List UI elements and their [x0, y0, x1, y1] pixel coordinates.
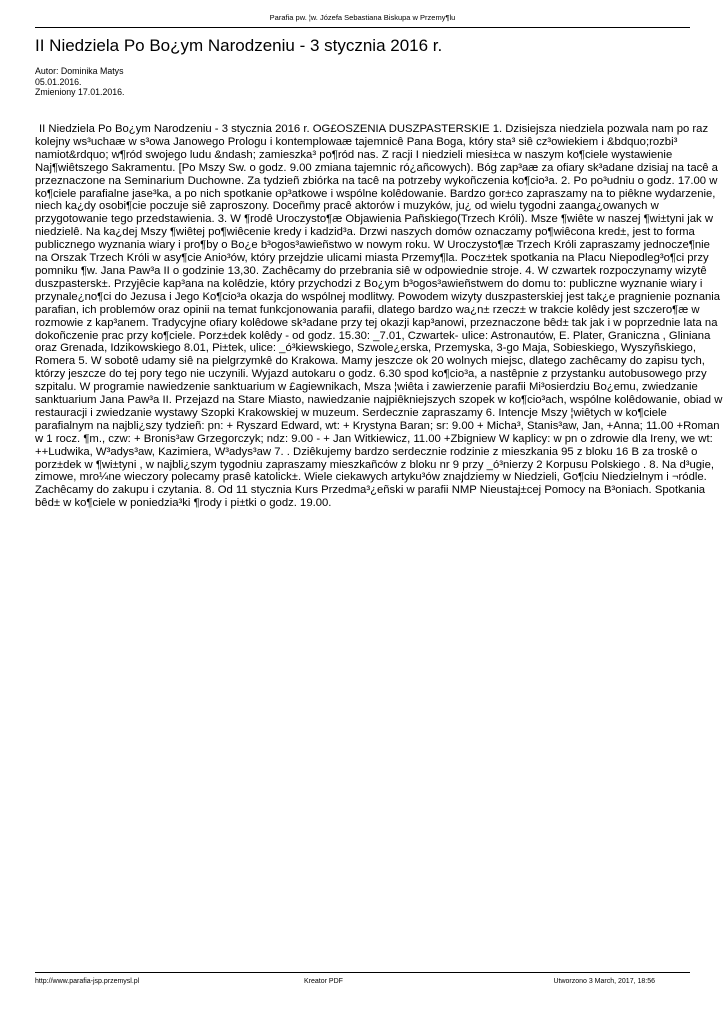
footer-generator: Kreator PDF — [304, 978, 343, 985]
site-title-header: Parafia pw. ¦w. Józefa Sebastiana Biskupa w Przemy¶lu — [269, 13, 456, 22]
header-divider — [35, 27, 690, 28]
article-author: Autor: Dominika Matys — [35, 66, 124, 76]
article-meta — [35, 66, 125, 98]
article-title: II Niedziela Po Bo¿ym Narodzeniu - 3 stycznia 2016 r. — [35, 36, 443, 55]
footer-divider — [35, 972, 690, 973]
article-body: II Niedziela Po Bo¿ym Narodzeniu - 3 stycznia 2016 r. OG£OSZENIA DUSZPASTERSKIE 1. Dzisiejsza niedziela pozwala nam po raz kolejny ws³uchaæ w s³owa Janowego Prologu i kontemplowaæ tajemnicê Pana Boga, który sta³ siê cz³owiekiem i &bdquo;rozbi³ namiot&rdquo; w¶ród swojego ludu &ndash; zamieszka³ po¶ród nas. Z racji I niedzieli miesi±ca w naszym ko¶ciele wystawienie Naj¶wiêtszego Sakramentu. [Po Mszy Sw. o godz. 9.00 zmiana tajemnic ró¿añcowych). Bóg zap³aæ za ofiary sk³adane dzisiaj na tacê a przeznaczone na Seminarium Duchowne. Za tydzieñ zbiórka na tacê na potrzeby wykoñczenia ko¶cio³a. 2. Po po³udniu o godz. 17.00 w ko¶ciele parafialne jase³ka, a po nich spotkanie op³atkowe i wspólne kolêdowanie. Bardzo gor±co zapraszamy na to piêkne wydarzenie, niech ka¿dy osobi¶cie poczuje siê zaproszony. Doceñmy pracê aktorów i muzyków, ju¿ od wielu tygodni zaanga¿owanych w przygotowanie tego przedstawienia. 3. W ¶rodê Uroczysto¶æ Objawienia Pañskiego(Trzech Króli). Msze ¶wiête w naszej ¶wi±tyni jak w niedzielê. Na ka¿dej Mszy ¶wiêtej po¶wiêcenie kredy i kadzid³a. Drzwi naszych domów oznaczamy po¶wiêcona kred±, jest to forma publicznego wyznania wiary i pro¶by o Bo¿e b³ogos³awieñstwo w nowym roku. W Uroczysto¶æ Trzech Króli zapraszamy jednocze¶nie na Orszak Trzech Króli w asy¶cie Anio³ów, który przejdzie ulicami miasta Przemy¶la. Pocz±tek spotkania na Placu Niepodleg³o¶ci przy pomniku ¶w. Jana Paw³a II o godzinie 13,30. Zachêcamy do przebrania siê w odpowiednie stroje. 4. W czwartek rozpoczynamy wizytê duszpastersk±. Przyjêcie kap³ana na kolêdzie, który przychodzi z Bo¿ym b³ogos³awieñstwem do domu to: publiczne wyznanie wiary i przynale¿no¶ci do Jezusa i Jego Ko¶cio³a okazja do wspólnej modlitwy. Powodem wizyty duszpasterskiej jest tak¿e pragnienie poznania parafian, ich problemów oraz opinii na temat funkcjonowania parafii, dlatego bardzo wa¿n± rzecz± w trakcie kolêdy jest szczero¶æ w rozmowie z kap³anem. Tradycyjne ofiary kolêdowe sk³adane przy tej okazji kap³anowi, przeznaczone bêd± tak jak i w poprzednie lata na dokoñczenie prac przy ko¶ciele. Porz±dek kolêdy - od godz. 15.30: _7.01, Czwartek- ulice: Astronautów, E. Plater, Graniczna , Gliniana oraz Grenada, Idzikowskiego 8.01, Pi±tek, ulice: _ó³kiewskiego, Szwole¿erska, Przemyska, 3-go Maja, Sobieskiego, Wyszyñskiego, Romera 5. W sobotê udamy siê na pielgrzymkê do Krakowa. Mamy jeszcze ok 20 wolnych miejsc, dlatego zachêcamy do zapisu tych, którzy jeszcze do tej pory tego nie uczynili. Wyjazd autokaru o godz. 6.30 spod ko¶cio³a, a nastêpnie z przystanku autobusowego przy szpitalu. W programie nawiedzenie sanktuarium w £agiewnikach, Msza ¦wiêta i zawierzenie parafii Mi³osierdziu Bo¿emu, zwiedzanie sanktuarium Jana Paw³a II. Przejazd na Stare Miasto, nawiedzanie najpiêkniejszych szopek w ko¶cio³ach, wspólne kolêdowanie, obiad w restauracji i zwiedzanie wystawy Szopki Krakowskiej w muzeum. Serdecznie zapraszamy 6. Intencje Mszy ¦wiêtych w ko¶ciele parafialnym na najbli¿szy tydzieñ: pn: + Ryszard Edward, wt: + Krystyna Baran; sr: 9.00 + Micha³, Stanis³aw, Jan, +Anna; 11.00 +Roman w 1 rocz. ¶m., czw: + Bronis³aw Grzegorczyk; ndz: 9.00 - + Jan Witkiewicz, 11.00 +Zbigniew W kaplicy: w pn o zdrowie dla Ireny, we wt: ++Ludwika, W³adys³aw, Kazimiera, W³adys³aw 7. . Dziêkujemy bardzo serdecznie rodzinie z mieszkania 95 z bloku 16 B za troskê o porz±dek w ¶wi±tyni , w najbli¿szym tygodniu zapraszamy mieszkañców z bloku nr 9 przy _ó³nierzy 2 Korpusu Polskiego . 8. Na d³ugie, zimowe, mro¼ne wieczory polecamy prasê katolick±. Wiele ciekawych artyku³ów znajdziemy w Niedzieli, Go¶ciu Niedzielnym i ¬ródle. Zachêcamy do zakupu i czytania. 8. Od 11 stycznia Kurs Przedma³¿eñski w parafii NMP Nieustaj±cej Pomocy na B³oniach. Spotkania bêd± w ko¶ciele w poniedzia³ki ¶rody i pi±tki o godz. 19.00. — [35, 123, 723, 510]
article-modified-date: Zmieniony 17.01.2016. — [35, 87, 125, 98]
footer-url: http://www.parafia-jsp.przemysl.pl — [35, 978, 140, 985]
article-date: 05.01.2016. — [35, 76, 82, 87]
footer-created-date: Utworzono 3 March, 2017, 18:56 — [553, 978, 655, 985]
